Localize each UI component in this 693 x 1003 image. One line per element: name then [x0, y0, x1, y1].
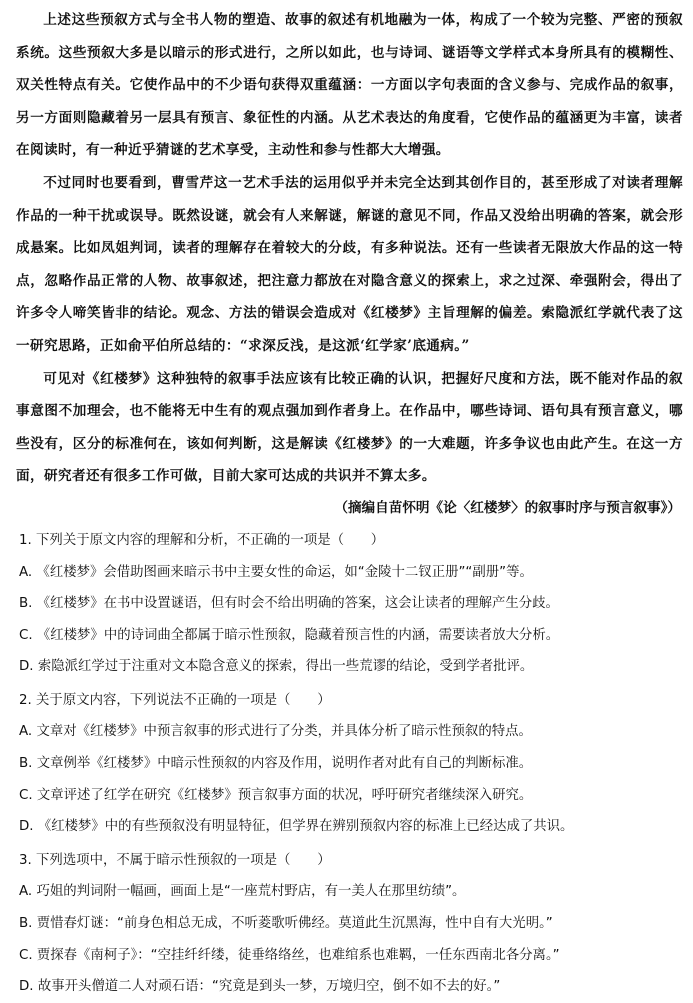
option-b: B. 贾惜春灯谜：“前身色相总无成，不听菱歌听佛经。莫道此生沉黑海，性中自有大光明。”	[19, 916, 553, 932]
option-a: A. 文章对《红楼梦》中预言叙事的形式进行了分类，并具体分析了暗示性预叙的特点。	[19, 724, 532, 740]
question-2	[16, 685, 683, 843]
option-c: C. 《红楼梦》中的诗词曲全都属于暗示性预叙，隐藏着预言性的内涵，需要读者放大分析。	[19, 627, 560, 643]
passage-paragraph-3: 可见对《红楼梦》这种独特的叙事手法应该有比较正确的认识，把握好尺度和方法，既不能对作品的叙事意图不加理会，也不能将无中生有的观点强加到作者身上。在作品中，哪些诗词、语句具有预言意义，哪些没有，区分的标准何在，该如何判断，这是解读《红楼梦》的一大难题，许多争议也由此产生。在这一方面，研究者还有很多工作可做，目前大家可达成的共识并不算太多。	[16, 370, 683, 485]
passage-paragraph-2: 不过同时也要看到，曹雪芹这一艺术手法的运用似乎并未完全达到其创作目的，甚至形成了对读者理解作品的一种干扰或误导。既然设谜，就会有人来解谜，解谜的意见不同，作品又没给出明确的答案，就会形成悬案。比如凤姐判词，读者的理解存在着较大的分歧，有多种说法。还有一些读者无限放大作品的这一特点，忽略作品正常的人物、故事叙述，把注意力都放在对隐含意义的探索上，求之过深、牵强附会，得出了许多令人啼笑皆非的结论。观念、方法的错误会造成对《红楼梦》主旨理解的偏差。索隐派红学就代表了这一研究思路，正如俞平伯所总结的：“求深反浅，是这派‘红学家’底通病。”	[16, 174, 683, 354]
option-a: A. 巧姐的判词附一幅画，画面上是“一座荒村野店，有一美人在那里纺绩”。	[19, 884, 466, 900]
question-1	[16, 525, 683, 683]
option-b: B. 文章例举《红楼梦》中暗示性预叙的内容及作用，说明作者对此有自己的判断标准。	[19, 756, 533, 772]
reading-passage	[16, 4, 683, 523]
option-c: C. 文章评述了红学在研究《红楼梦》预言叙事方面的状况，呼吁研究者继续深入研究。	[19, 787, 533, 803]
question-stem: 3. 下列选项中，不属于暗示性预叙的一项是（ ）	[19, 852, 331, 868]
passage-source: （摘编自苗怀明《论〈红楼梦〉的叙事时序与预言叙事》）	[334, 499, 681, 516]
option-b: B. 《红楼梦》在书中设置谜语，但有时会不给出明确的答案，这会让读者的理解产生分歧。	[19, 596, 559, 612]
question-stem: 2. 关于原文内容，下列说法不正确的一项是（ ）	[19, 692, 331, 708]
passage-paragraph-1: 上述这些预叙方式与全书人物的塑造、故事的叙述有机地融为一体，构成了一个较为完整、严密的预叙系统。这些预叙大多是以暗示的形式进行，之所以如此，也与诗词、谜语等文学样式本身所具有的模糊性、双关性特点有关。它使作品中的不少语句获得双重蕴涵：一方面以字句表面的含义参与、完成作品的叙事，另一方面则隐藏着另一层具有预言、象征性的内涵。从艺术表达的角度看，它使作品的蕴涵更为丰富，读者在阅读时，有一种近乎猜谜的艺术享受，主动性和参与性都大大增强。	[16, 12, 683, 159]
question-stem: 1. 下列关于原文内容的理解和分析，不正确的一项是（ ）	[19, 532, 385, 548]
option-d: D. 《红楼梦》中的有些预叙没有明显特征，但学界在辨别预叙内容的标准上已经达成了共识。	[19, 819, 574, 835]
question-3	[16, 845, 683, 1003]
option-d: D. 故事开头僧道二人对顽石语：“究竟是到头一梦，万境归空，倒不如不去的好。”	[19, 979, 501, 995]
option-c: C. 贾探春《南柯子》：“空挂纤纤缕，徒垂络络丝，也难绾系也难羁，一任东西南北各分离。”	[19, 947, 560, 963]
option-d: D. 索隐派红学过于注重对文本隐含意义的探索，得出一些荒谬的结论，受到学者批评。	[19, 659, 534, 675]
option-a: A. 《红楼梦》会借助图画来暗示书中主要女性的命运，如“金陵十二钗正册”“副册”等。	[19, 564, 533, 580]
